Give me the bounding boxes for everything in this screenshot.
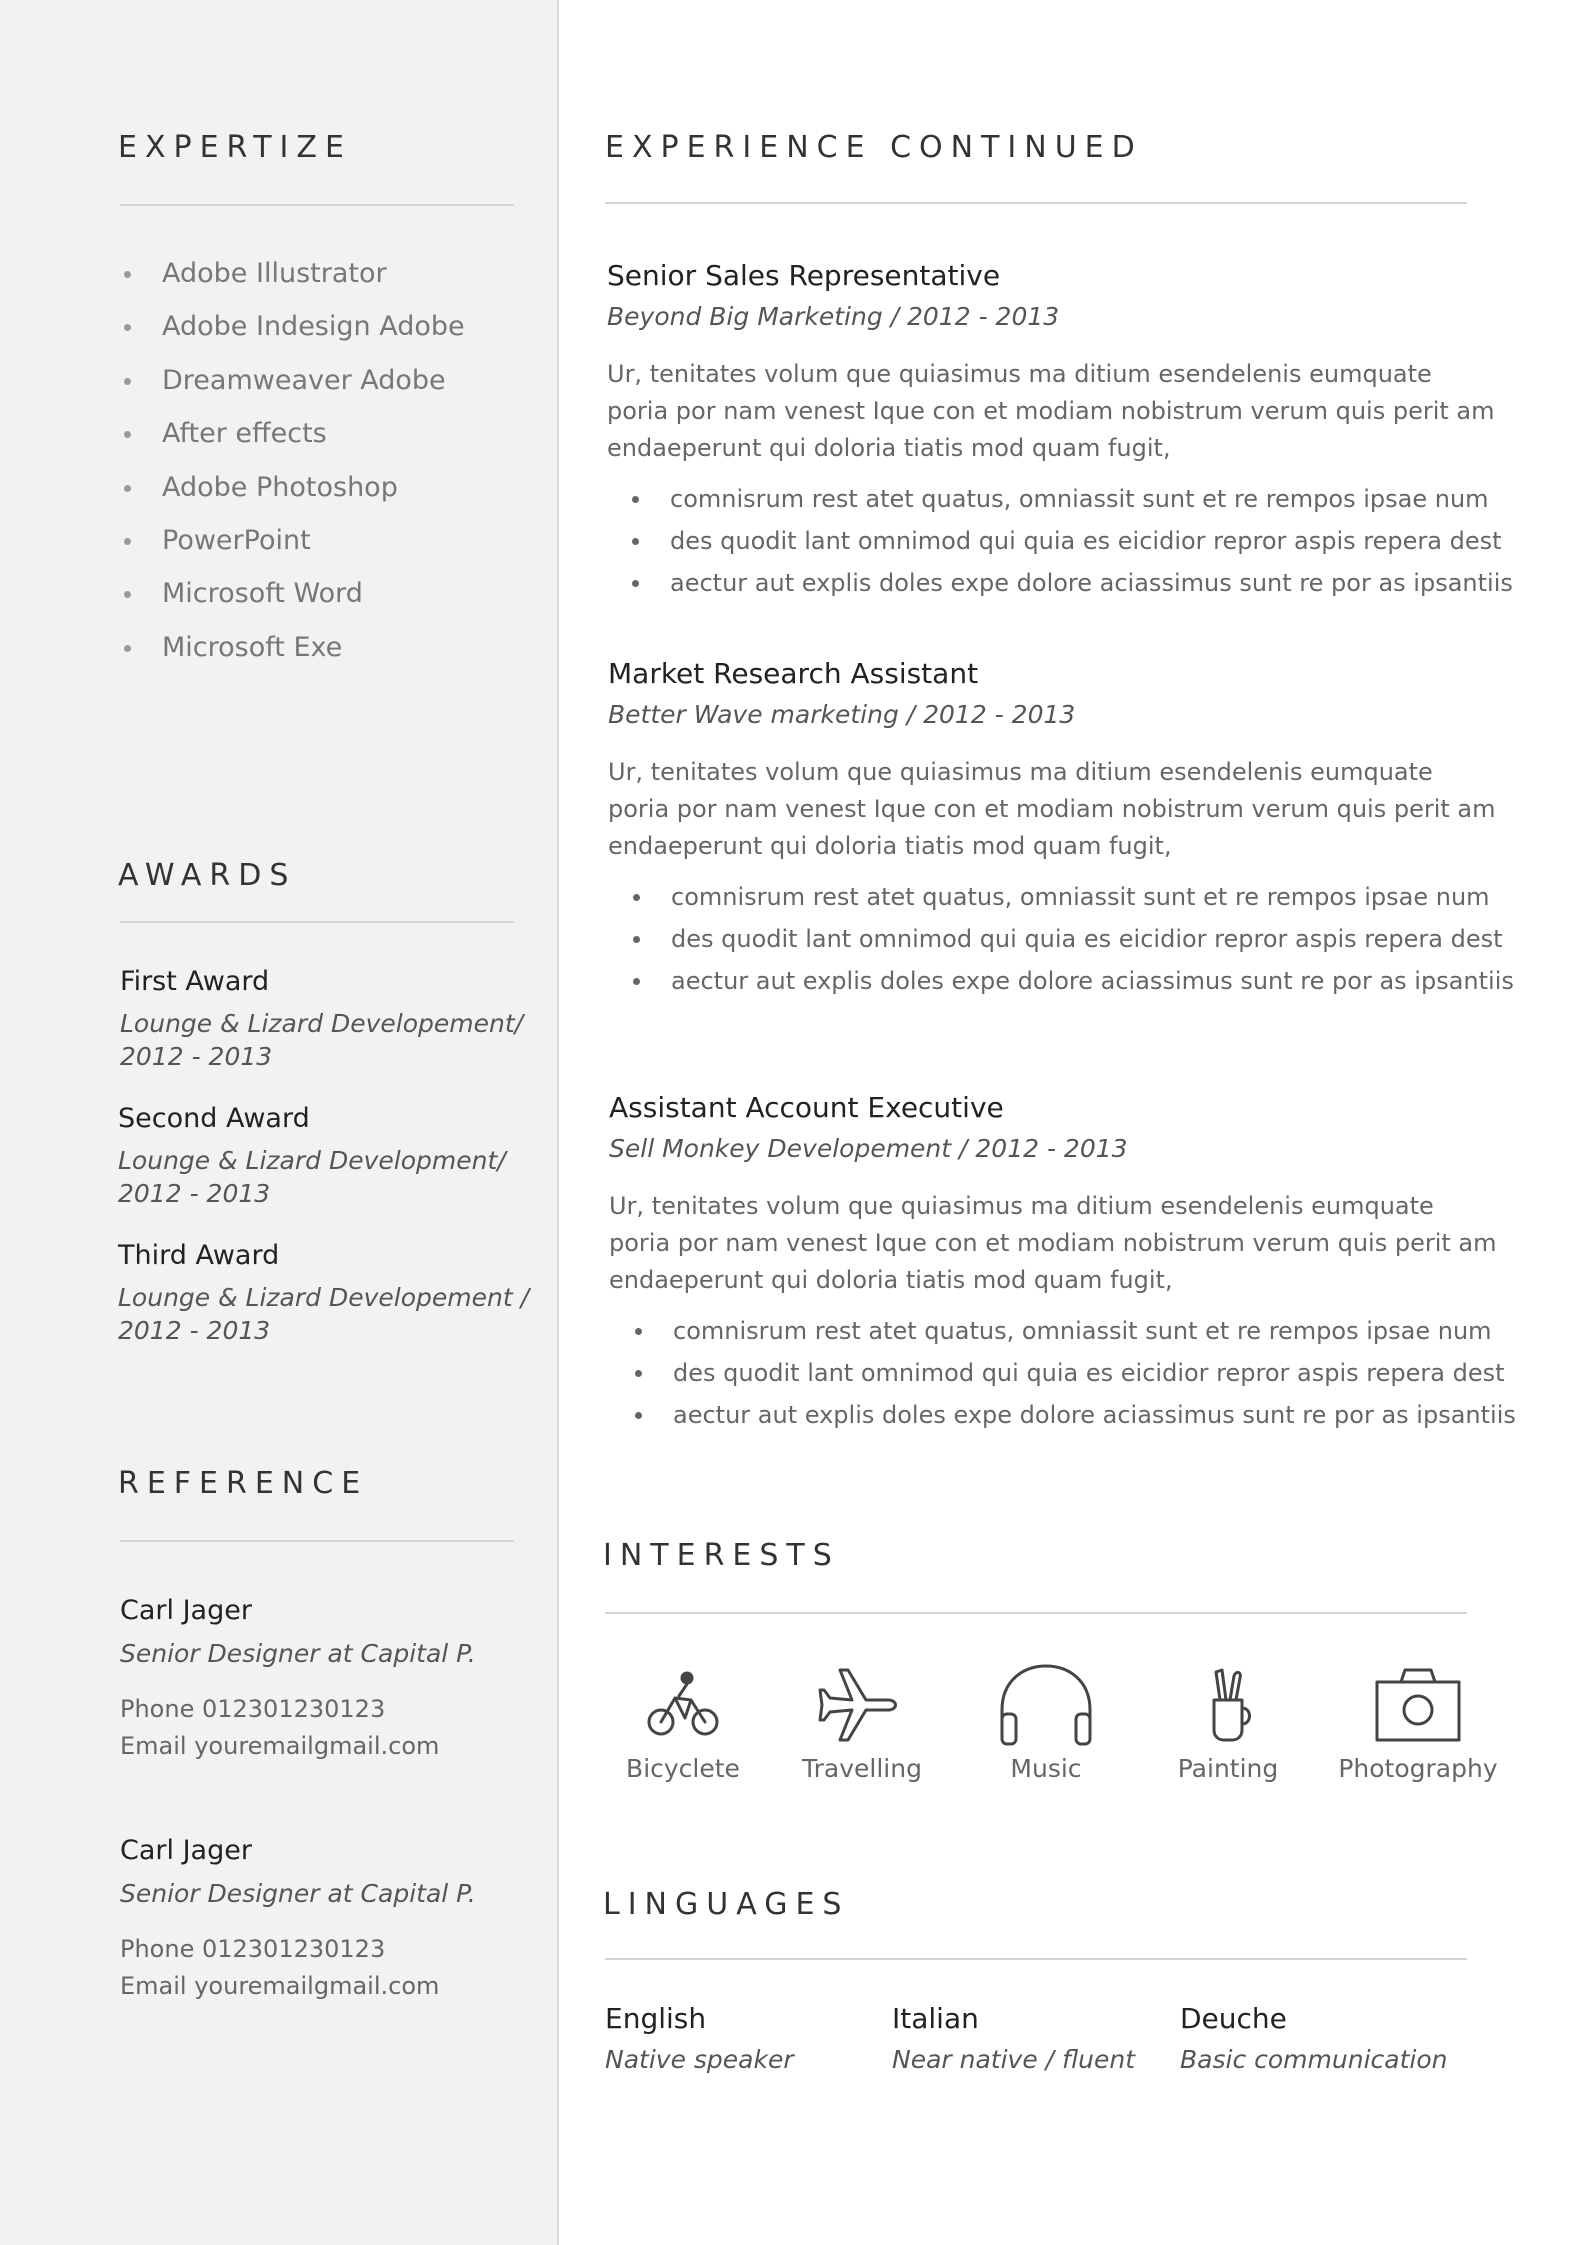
bullet-dot [635,1370,642,1377]
experience-divider [605,202,1467,204]
languages-heading: LINGUAGES [603,1887,850,1922]
bullet-dot [124,485,131,492]
award-title: First Award [120,966,270,997]
bullet-dot [124,324,131,331]
bullet-dot [124,538,131,545]
bullet-dot [632,496,639,503]
job-company: Better Wave marketing / 2012 - 2013 [608,700,1076,729]
skill-item: PowerPoint [120,519,465,572]
job-bullet: des quodit lant omnimod qui quia es eicidior repror aspis repera dest [628,520,1513,562]
language-level: Near native / fluent [892,2045,1136,2074]
bullet-dot [635,1328,642,1335]
award-title: Second Award [118,1103,310,1134]
job-description: Ur, tenitates volum que quiasimus ma ditium esendelenis eumquate poria por nam venest Ique con et modiam nobistrum verum quis perit am endaeperunt qui doloria tiatis mod quam fugit, [608,758,1496,860]
job-bullet: aectur aut explis doles expe dolore aciassimus sunt re por as ipsantiis [631,1394,1516,1436]
airplane-icon [818,1660,906,1748]
bullet-dot [633,978,640,985]
language-level: Native speaker [605,2045,794,2074]
skill-item: Adobe Indesign Adobe [120,305,465,358]
interest-bicycle [608,1660,758,1783]
skill-item: Adobe Photoshop [120,466,465,519]
expertize-divider [120,204,514,206]
job-bullet: aectur aut explis doles expe dolore aciassimus sunt re por as ipsantiis [629,960,1514,1002]
reference-name: Carl Jager [120,1595,252,1626]
bullet-dot [635,1412,642,1419]
interests-divider [605,1612,1467,1614]
job-title: Market Research Assistant [608,657,979,690]
job-description: Ur, tenitates volum que quiasimus ma ditium esendelenis eumquate poria por nam venest Ique con et modiam nobistrum verum quis perit am endaeperunt qui doloria tiatis mod quam fugit, [609,1192,1497,1294]
interest-label: Photography [1338,1754,1498,1783]
skill-item: Adobe Illustrator [120,252,465,305]
interest-painting [1153,1660,1303,1783]
job-bullet: des quodit lant omnimod qui quia es eicidior repror aspis repera dest [629,918,1514,960]
expertize-list [120,252,465,679]
paint-brushes-icon [1184,1660,1272,1748]
awards-heading: AWARDS [118,858,297,893]
interest-music [971,1660,1121,1783]
interest-label: Painting [1177,1754,1279,1783]
award-details: Lounge & Lizard Developement / 2012 - 2013 [118,1283,530,1345]
language-name: Deuche [1180,2002,1287,2035]
award-details: Lounge & Lizard Development/ 2012 - 2013 [118,1146,506,1208]
job-bullet-list [629,876,1514,1002]
experience-heading: EXPERIENCE CONTINUED [605,130,1143,165]
awards-divider [120,921,514,923]
job-bullet: aectur aut explis doles expe dolore aciassimus sunt re por as ipsantiis [628,562,1513,604]
reference-phone: Phone 012301230123 [120,1935,386,1963]
skill-item: Dreamweaver Adobe [120,359,465,412]
bullet-dot [124,378,131,385]
reference-heading: REFERENCE [118,1466,369,1501]
job-description: Ur, tenitates volum que quiasimus ma ditium esendelenis eumquate poria por nam venest Ique con et modiam nobistrum verum quis perit am endaeperunt qui doloria tiatis mod quam fugit, [607,360,1495,462]
reference-role: Senior Designer at Capital P. [120,1639,476,1668]
camera-icon [1373,1660,1463,1748]
job-bullet: comnisrum rest atet quatus, omniassit sunt et re rempos ipsae num [631,1310,1516,1352]
reference-email: Email youremailgmail.com [120,1972,440,2000]
job-title: Senior Sales Representative [607,259,1001,292]
interest-label: Bicyclete [626,1754,740,1783]
reference-role: Senior Designer at Capital P. [120,1879,476,1908]
reference-name: Carl Jager [120,1835,252,1866]
job-bullet: comnisrum rest atet quatus, omniassit sunt et re rempos ipsae num [628,478,1513,520]
interests-heading: INTERESTS [603,1538,840,1573]
language-name: Italian [892,2002,979,2035]
award-details: Lounge & Lizard Developement/ 2012 - 2013 [120,1009,524,1071]
bullet-dot [632,538,639,545]
job-bullet: comnisrum rest atet quatus, omniassit sunt et re rempos ipsae num [629,876,1514,918]
skill-item: After effects [120,412,465,465]
job-bullet-list [631,1310,1516,1436]
job-company: Sell Monkey Developement / 2012 - 2013 [609,1134,1128,1163]
bullet-dot [633,936,640,943]
skill-item: Microsoft Exe [120,626,465,679]
languages-divider [605,1958,1467,1960]
reference-email: Email youremailgmail.com [120,1732,440,1760]
bullet-dot [124,431,131,438]
bullet-dot [124,271,131,278]
bullet-dot [633,894,640,901]
expertize-heading: EXPERTIZE [118,130,352,165]
headphones-icon [996,1660,1096,1748]
job-bullet-list [628,478,1513,604]
language-level: Basic communication [1180,2045,1448,2074]
interest-travelling [787,1660,937,1783]
bullet-dot [124,591,131,598]
bicycle-icon [639,1660,727,1748]
language-name: English [605,2002,707,2035]
bullet-dot [124,645,131,652]
award-title: Third Award [118,1240,280,1271]
bullet-dot [632,580,639,587]
interest-photography [1338,1660,1498,1783]
skill-item: Microsoft Word [120,572,465,625]
job-title: Assistant Account Executive [609,1091,1004,1124]
reference-divider [120,1540,514,1542]
interest-label: Music [1010,1754,1082,1783]
job-bullet: des quodit lant omnimod qui quia es eicidior repror aspis repera dest [631,1352,1516,1394]
reference-phone: Phone 012301230123 [120,1695,386,1723]
interest-label: Travelling [802,1754,922,1783]
job-company: Beyond Big Marketing / 2012 - 2013 [607,302,1060,331]
